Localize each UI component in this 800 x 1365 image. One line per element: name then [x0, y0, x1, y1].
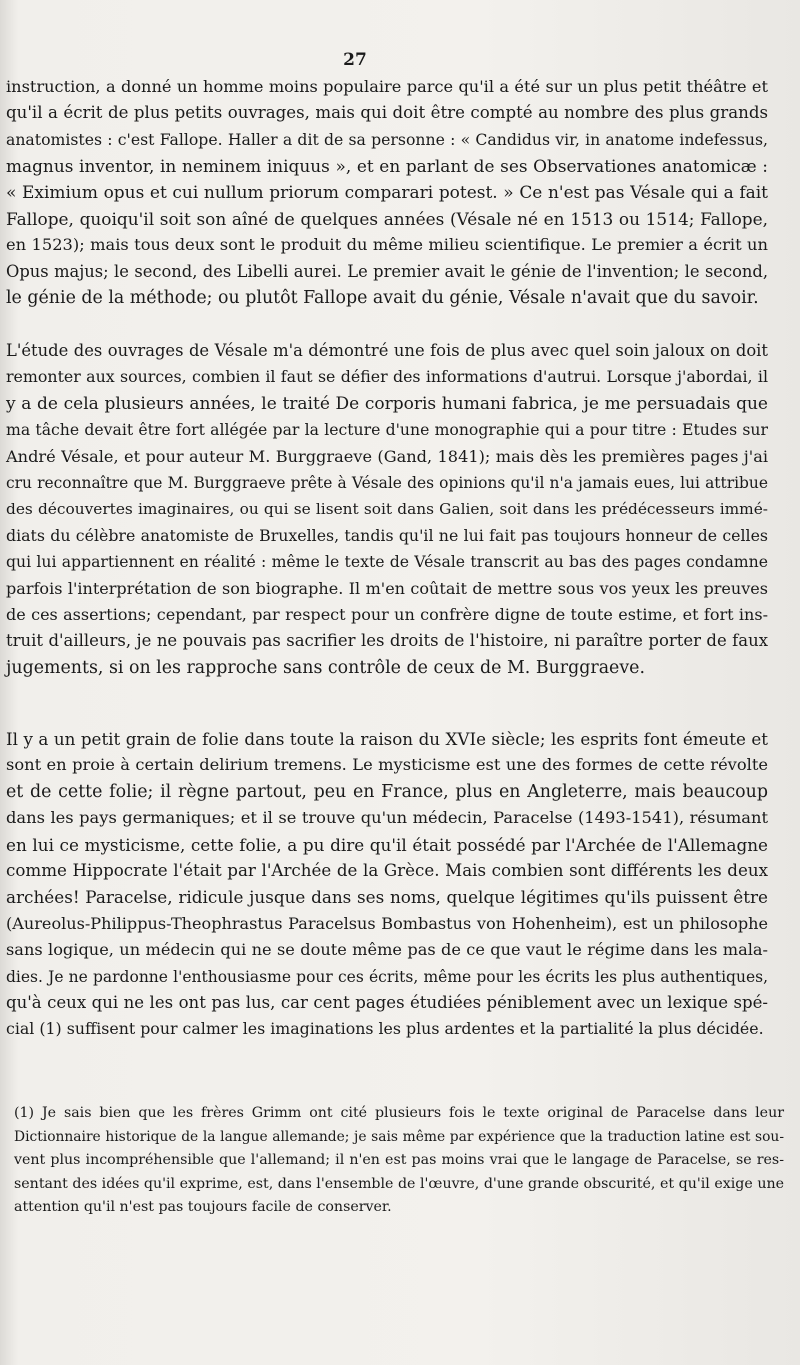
footnote	[14, 1102, 784, 1220]
text-line: en 1523); mais tous deux sont le produit du même milieu scientifique. Le premier a écrit un	[6, 235, 768, 255]
footnote-line: (1) Je sais bien que les frères Grimm ont cité plusieurs fois le texte original de Paracelse dans leur	[14, 1105, 784, 1121]
paragraph-2	[6, 338, 768, 681]
text-line: y a de cela plusieurs années, le traité De corporis humani fabrica, je me persuadais que	[6, 393, 768, 414]
text-line: parfois l'interprétation de son biographe. Il m'en coûtait de mettre sous vos yeux les preuves	[6, 578, 768, 598]
text-line: magnus inventor, in neminem iniquus », et en parlant de ses Observationes anatomicæ :	[6, 156, 768, 177]
text-line: Fallope, quoiqu'il soit son aîné de quelques années (Vésale né en 1513 ou 1514; Fallope,	[6, 209, 768, 230]
text-line: anatomistes : c'est Fallope. Haller a dit de sa personne : « Candidus vir, in anatome indefessus,	[6, 129, 768, 149]
text-line: qui lui appartiennent en réalité : même le texte de Vésale transcrit au bas des pages condamne	[6, 552, 768, 572]
page-number: 27	[343, 50, 367, 70]
text-line: archées! Paracelse, ridicule jusque dans ses noms, quelque légitimes qu'ils puissent être	[6, 887, 768, 908]
text-line: de ces assertions; cependant, par respect pour un confrère digne de toute estime, et fort ins-	[6, 605, 768, 625]
text-line: (Aureolus-Philippus-Theophrastus Paracelsus Bombastus von Hohenheim), est un philosophe	[6, 913, 768, 933]
footnote-line: Dictionnaire historique de la langue allemande; je sais même par expérience que la traduction latine est sou-	[14, 1128, 784, 1145]
text-line: qu'à ceux qui ne les ont pas lus, car cent pages étudiées péniblement avec un lexique spé-	[6, 993, 768, 1013]
text-line: des découvertes imaginaires, ou qui se lisent soit dans Galien, soit dans les prédécesseurs immé-	[6, 500, 768, 519]
text-line: comme Hippocrate l'était par l'Archée de la Grèce. Mais combien sont différents les deux	[6, 861, 768, 881]
text-line: ma tâche devait être fort allégée par la lecture d'une monographie qui a pour titre : Etudes sur	[6, 420, 768, 440]
text-line: remonter aux sources, combien il faut se défier des informations d'autrui. Lorsque j'abordai, il	[6, 367, 768, 387]
text-line: dans les pays germaniques; et il se trouve qu'un médecin, Paracelse (1493-1541), résumant	[6, 808, 768, 828]
text-line: Opus majus; le second, des Libelli aurei. Le premier avait le génie de l'invention; le second,	[6, 261, 768, 281]
paragraph-3	[6, 726, 768, 1043]
text-line: dies. Je ne pardonne l'enthousiasme pour ces écrits, même pour les écrits les plus authentiques,	[6, 967, 768, 986]
text-line: jugements, si on les rapproche sans contrôle de ceux de M. Burggraeve.	[6, 657, 645, 678]
text-line: Il y a un petit grain de folie dans toute la raison du XVIe siècle; les esprits font émeute et	[6, 729, 768, 749]
footnote-line: vent plus incompréhensible que l'allemand; il n'en est pas moins vrai que le langage de Paracelse, se res-	[14, 1152, 784, 1169]
text-line: sans logique, un médecin qui ne se doute même pas de ce que vaut le régime dans les mala-	[6, 940, 768, 960]
text-line: « Eximium opus et cui nullum priorum comparari potest. » Ce n'est pas Vésale qui a fait	[6, 182, 768, 203]
text-line: diats du célèbre anatomiste de Bruxelles, tandis qu'il ne lui fait pas toujours honneur de celles	[6, 525, 768, 545]
text-line: en lui ce mysticisme, cette folie, a pu dire qu'il était possédé par l'Archée de l'Allemagne	[6, 834, 768, 855]
text-line: cru reconnaître que M. Burggraeve prête à Vésale des opinions qu'il n'a jamais eues, lui attribue	[6, 474, 768, 493]
text-line: cial (1) suffisent pour calmer les imaginations les plus ardentes et la partialité la plus décidée.	[6, 1019, 764, 1039]
text-line: et de cette folie; il règne partout, peu en France, plus en Angleterre, mais beaucoup	[6, 781, 768, 802]
footnote-line: attention qu'il n'est pas toujours facile de conserver.	[14, 1199, 392, 1216]
text-line: sont en proie à certain delirium tremens. Le mysticisme est une des formes de cette révolte	[6, 755, 768, 775]
text-line: instruction, a donné un homme moins populaire parce qu'il a été sur un plus petit théâtre et	[6, 77, 768, 96]
text-line: truit d'ailleurs, je ne pouvais pas sacrifier les droits de l'histoire, ni paraître porter de faux	[6, 631, 768, 651]
text-line: qu'il a écrit de plus petits ouvrages, mais qui doit être compté au nombre des plus grands	[6, 103, 768, 123]
text-line: le génie de la méthode; ou plutôt Fallope avait du génie, Vésale n'avait que du savoir.	[6, 288, 759, 309]
text-line: André Vésale, et pour auteur M. Burggraeve (Gand, 1841); mais dès les premières pages j'ai	[6, 446, 768, 466]
footnote-line: sentant des idées qu'il exprime, est, dans l'ensemble de l'œuvre, d'une grande obscurité, et qu'il exige une	[14, 1175, 784, 1192]
text-line: L'étude des ouvrages de Vésale m'a démontré une fois de plus avec quel soin jaloux on doit	[6, 341, 768, 360]
paragraph-1	[6, 74, 768, 312]
